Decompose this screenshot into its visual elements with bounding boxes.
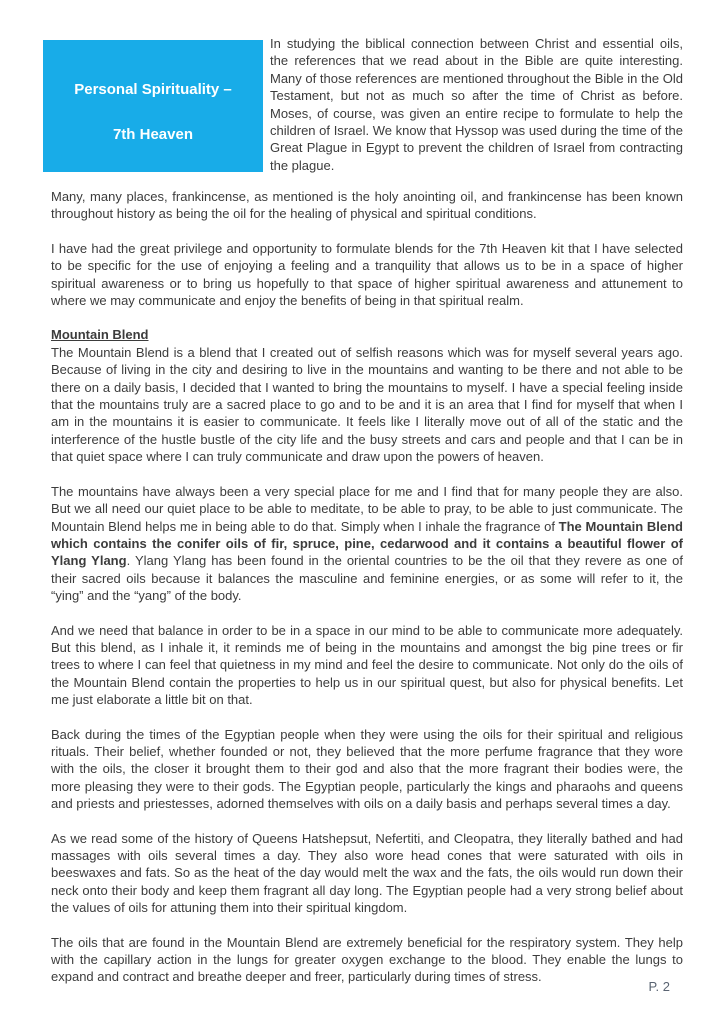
paragraph-frankincense: Many, many places, frankincense, as mentioned is the holy anointing oil, and frankincense has been known throughout history as being the oil for the healing of physical and spiritual conditions. [51, 189, 683, 222]
title-line-2: 7th Heaven [112, 126, 194, 143]
paragraph-mountain-contents-pre: The mountains have always been a very special place for me and I find that for many people they are also. But we all need our quiet place to be able to meditate, to be able to pray, to be able to just communicate. The Mountain Blend helps me in being able to do that. Simply when I inhale the fragrance of [51, 483, 683, 534]
paragraph-mountain-contents-bold: The Mountain Blend which contains the conifer oils of fir, spruce, pine, cedarwood and it contains a beautiful flower of Ylang Ylang [51, 518, 683, 569]
paragraph-mountain-origin: The Mountain Blend is a blend that I created out of selfish reasons which was for myself several years ago. Because of living in the city and desiring to live in the mountains and wanting to be there and not able to be there on a daily basis, I decided that I wanted to bring the mountains to myself. I have a special feeling inside that the mountains truly are a sacred place to go and to be and it is an area that I find for myself that when I am in the mountains it is easier to communicate. It feels like I literally move out of all of the static and the interference of the hustle bustle of the city life and the busy streets and cars and people and that I can be in that quiet space where I can truly communicate and draw upon the powers of heaven. [51, 344, 683, 465]
page-number: P. 2 [648, 979, 670, 994]
paragraph-egyptian-rituals: Back during the times of the Egyptian people when they were using the oils for their spiritual and religious rituals. Their belief, whether founded or not, they believed that the more perfume fragrance that they wore with the oils, the closer it brought them to their god and also that the more fragrant their bodies were, the more pleasing they were to their gods. The Egyptian people, particularly the kings and pharaohs and queens and priests and priestesses, adorned themselves with oils on a daily basis and perhaps several times a day. [51, 726, 683, 812]
paragraph-privilege: I have had the great privilege and opportunity to formulate blends for the 7th Heaven kit that I have selected to be specific for the use of enjoying a feeling and a tranquility that allows us to be in a space of higher spiritual awareness or to bring us hopefully to that space of higher spiritual awareness and attunement to where we may communicate and enjoy the benefits of being in that spiritual realm. [51, 240, 683, 309]
title-line-1: Personal Spirituality – [74, 81, 232, 98]
paragraph-queens-history: As we read some of the history of Queens Hatshepsut, Nefertiti, and Cleopatra, they literally bathed and had massages with oils several times a day. They also wore head cones that were saturated with oils in beeswaxes and fats. So as the heat of the day would melt the wax and the fats, the oils would run down their neck onto their body and keep them fragrant all day long. The Egyptian people had a very strong belief about the values of oils for attuning them into their spiritual kingdom. [51, 830, 683, 916]
paragraph-balance: And we need that balance in order to be in a space in our mind to be able to communicate more adequately. But this blend, as I inhale it, it reminds me of being in the mountains and amongst the big pine trees or fir trees to where I can feel that quietness in my mind and feel the desire to communicate. Not only do the oils of the Mountain Blend contain the properties to help us in our spiritual quest, but also for physical benefits. Let me just elaborate a little bit on that. [51, 622, 683, 708]
document-body [51, 188, 683, 1003]
title-box [43, 40, 263, 172]
paragraph-respiratory-benefits: The oils that are found in the Mountain Blend are extremely beneficial for the respiratory system. They help with the capillary action in the lungs for greater oxygen exchange to the blood. They enable the lungs to expand and contract and breathe deeper and freer, particularly during times of stress. [51, 934, 683, 985]
paragraph-mountain-contents-post: . Ylang Ylang has been found in the oriental countries to be the oil that they revere as one of their sacred oils because it balances the masculine and feminine energies, or as some will refer to it, the “ying” and the “yang” of the body. [51, 553, 683, 604]
intro-paragraph: In studying the biblical connection between Christ and essential oils, the references that we read about in the Bible are quite interesting. Many of those references are mentioned throughout the Bible in the Old Testament, but not as much so after the time of Christ as before. Moses, of course, was given an entire recipe to formulate to help the children of Israel. We know that Hyssop was used during the time of the Great Plague in Egypt to prevent the children of Israel from contracting the plague. [270, 36, 683, 173]
section-heading-mountain-blend: Mountain Blend [51, 327, 149, 343]
paragraph-mountain-contents [51, 483, 683, 605]
